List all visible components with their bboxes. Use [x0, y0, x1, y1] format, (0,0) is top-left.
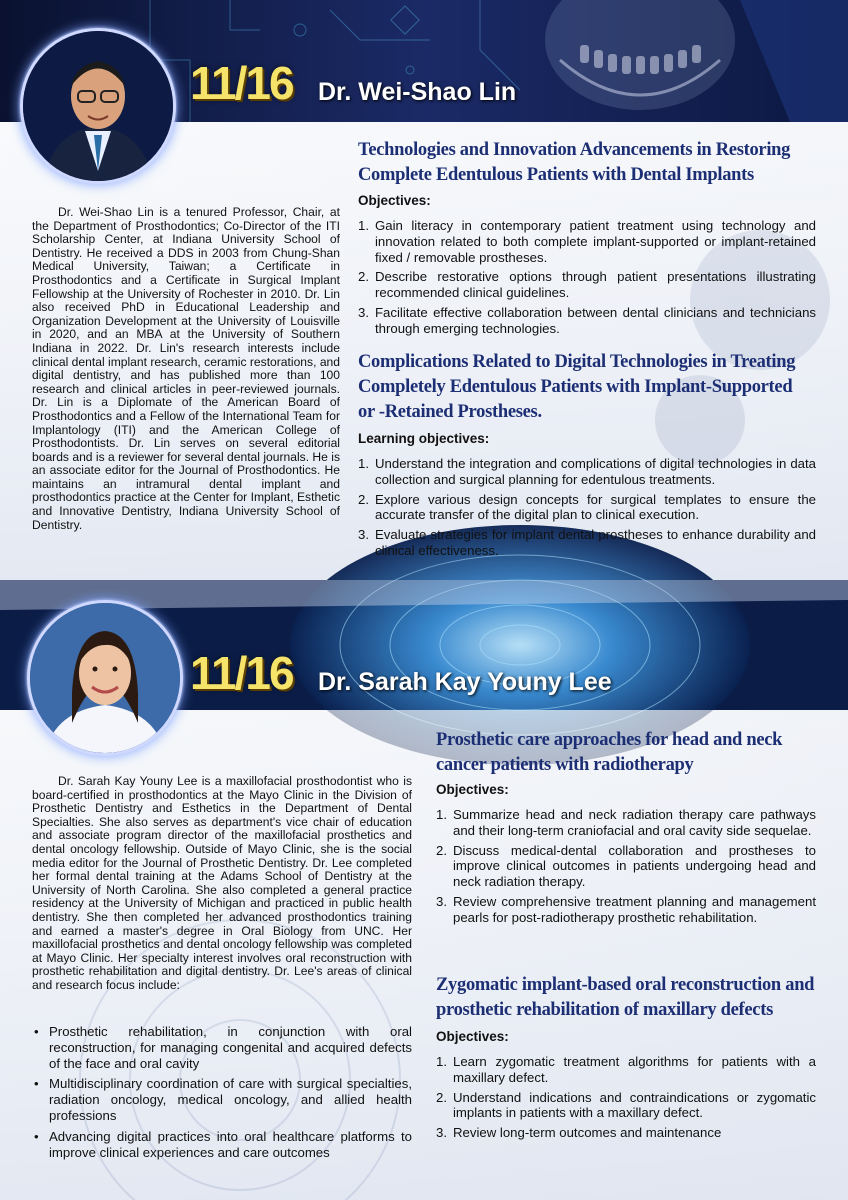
list-item: • Advancing digital practices into oral healthcare platforms to improve clinical experiences and care outcomes — [34, 1128, 412, 1160]
speaker-bio: Dr. Wei-Shao Lin is a tenured Professor, Chair, at the Department of Prosthodontics; Co-Director of the ITI Scholarship Center, at Indiana University School of Dentistry. He received a DDS in 2003 from Chung-Shan Medical University, Taiwan; a Certificate in Prosthodontics and a Certificate in Surgical Implant Fellowship at the University of Rochester in 2010. Dr. Lin also received PhD in Educational Leadership and Organization Development at the University of Louisville in 2020, and an MBA at the University of Southern Indiana in 2022. Dr. Lin's research interests include clinical dental implant research, ceramic restorations, and digital dentistry, and has published more than 100 research and clinical articles in peer-reviewed journals. Dr. Lin is a Diplomate of the American Board of Prosthodontics and a Fellow of the International Team for Implantology (ITI) and the American College of Prosthodontists. Dr. Lin serves on several editorial boards and is a reviewer for several dental journals. He is an associate editor for the Journal of Prosthodontics. He maintains an intramural dental implant and prosthodontics practice at the Center for Implant, Esthetic and Innovative Dentistry, Indiana University School of Dentistry. — [32, 205, 340, 532]
speaker-photo-sarah-lee — [27, 600, 183, 756]
list-item: 1. Gain literacy in contemporary patient treatment using technology and innovation related to both complete implant-supported or implant-retained fixed / removable prostheses. — [358, 218, 816, 265]
list-item: 1. Summarize head and neck radiation therapy care pathways and their long-term craniofacial and oral cavity side sequelae. — [436, 807, 816, 838]
list-item: 2. Describe restorative options through patient presentations illustrating recommended clinical guidelines. — [358, 269, 816, 301]
talk-title: Complications Related to Digital Technologies in Treating Completely Edentulous Patients with Implant-Supported or -Retained Prostheses. — [358, 352, 796, 422]
speaker-name: Dr. Wei-Shao Lin — [318, 78, 517, 106]
list-item: 3. Evaluate strategies for implant dental prostheses to enhance durability and clinical effectiveness. — [358, 527, 816, 558]
list-item: 1. Understand the integration and complications of digital technologies in data collection and surgical planning for edentulous treatments. — [358, 456, 816, 487]
list-item: 2. Understand indications and contraindications or zygomatic implants in patients with a maxillary defect. — [436, 1089, 816, 1121]
speaker-photo-wei-shao-lin — [20, 28, 176, 184]
objectives-list — [358, 218, 816, 341]
objectives-heading: Objectives: — [436, 1029, 509, 1044]
focus-bullet-list — [32, 1024, 412, 1165]
list-item: 2. Explore various design concepts for surgical templates to ensure the accurate transfer of the digital plan to clinical execution. — [358, 491, 816, 523]
objectives-list — [358, 456, 816, 563]
list-item: 3. Review comprehensive treatment planning and management pearls for post-radiotherapy prosthetic rehabilitation. — [436, 893, 816, 925]
objectives-list — [436, 807, 816, 930]
objectives-heading: Learning objectives: — [358, 431, 490, 446]
objectives-heading: Objectives: — [436, 782, 509, 797]
talk-title: Prosthetic care approaches for head and neck cancer patients with radiotherapy — [436, 730, 783, 775]
speaker-date: 11/16 — [190, 57, 293, 109]
objectives-heading: Objectives: — [358, 193, 431, 208]
speaker-date: 11/16 — [190, 647, 293, 699]
talk-title: Zygomatic implant-based oral reconstruction and prosthetic rehabilitation of maxillary defects — [436, 975, 815, 1020]
list-item: 3. Facilitate effective collaboration between dental clinicians and technicians through emerging technologies. — [358, 304, 816, 336]
list-item: 3. Review long-term outcomes and maintenance — [436, 1125, 722, 1141]
speaker-name: Dr. Sarah Kay Youny Lee — [318, 668, 612, 696]
talk-title: Technologies and Innovation Advancements in Restoring Complete Edentulous Patients with Dental Implants — [358, 140, 791, 185]
list-item: • Prosthetic rehabilitation, in conjunction with oral reconstruction, for managing congenital and acquired defects of the face and oral cavity — [34, 1024, 412, 1071]
objectives-list — [436, 1054, 816, 1145]
list-item: • Multidisciplinary coordination of care with surgical specialties, radiation oncology, medical oncology, and allied health professions — [34, 1076, 412, 1123]
list-item: 2. Discuss medical-dental collaboration and prostheses to improve clinical outcomes in patients undergoing head and neck radiation therapy. — [436, 842, 816, 890]
speaker-bio: Dr. Sarah Kay Youny Lee is a maxillofacial prosthodontist who is board-certified in prosthodontics at the Mayo Clinic in the Division of Prosthetic Dentistry and Esthetics in the Department of Dental Specialties. She also serves as department's vice chair of education and associate program director of the maxillofacial prosthetics and dental oncology fellowship. Outside of Mayo Clinic, she is the social media editor for the Journal of Prosthetic Dentistry. Dr. Lee completed her formal dental training at the Adams School of Dentistry at the University of North Carolina. She also completed a general practice residency at the University of Michigan and practiced in public health dentistry. She then completed her advanced prosthodontics training and earned a master's degree in Oral Biology from UNC. Her maxillofacial prosthetics and dental oncology fellowship was completed at Mayo Clinic. Her specialty interest involves oral reconstruction with prosthetic rehabilitation and digital dentistry. Dr. Lee's areas of clinical and research focus include: — [32, 774, 412, 992]
list-item: 1. Learn zygomatic treatment algorithms for patients with a maxillary defect. — [436, 1054, 816, 1085]
